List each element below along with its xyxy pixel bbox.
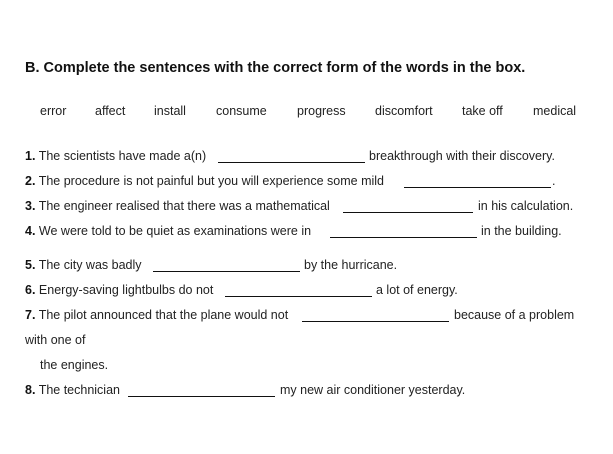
sentence-text-after: breakthrough with their discovery.: [369, 149, 555, 163]
word-box-item: progress: [297, 104, 346, 118]
sentence-text-before: The city was badly: [38, 258, 142, 272]
sentence-5: [25, 258, 605, 274]
sentence-number: 2.: [25, 174, 36, 188]
sentence-text-before: The engineer realised that there was a mathematical: [38, 199, 330, 213]
answer-blank-6[interactable]: [225, 296, 372, 297]
sentence-text-before: The technician: [38, 383, 120, 397]
word-box: [0, 104, 613, 120]
sentence-text-after: in his calculation.: [478, 199, 574, 213]
sentence-text-before: Energy-saving lightbulbs do not: [38, 283, 214, 297]
word-box-item: install: [154, 104, 186, 118]
sentence-text-before: The procedure is not painful but you will experience some mild: [38, 174, 385, 188]
sentence-number: 6.: [25, 283, 36, 297]
sentence-text-after: by the hurricane.: [304, 258, 398, 272]
sentence-number: 1.: [25, 149, 36, 163]
sentence-3: [25, 199, 605, 215]
sentence-number: 4.: [25, 224, 36, 238]
sentence-7: [25, 308, 605, 324]
sentence-text-before: The pilot announced that the plane would not: [38, 308, 289, 322]
sentence-text-before: The scientists have made a(n): [38, 149, 207, 163]
answer-blank-7[interactable]: [302, 321, 449, 322]
sentence-text-before: We were told to be quiet as examinations were in: [38, 224, 312, 238]
sentence-6: [25, 283, 605, 299]
answer-blank-3[interactable]: [343, 212, 473, 213]
word-box-item: affect: [95, 104, 126, 118]
sentence-4: [25, 224, 605, 240]
sentence-number: 5.: [25, 258, 36, 272]
word-box-item: error: [40, 104, 67, 118]
answer-blank-4[interactable]: [330, 237, 477, 238]
sentence-text-after: because of a problem: [454, 308, 575, 322]
sentence-number: 8.: [25, 383, 36, 397]
sentence-text-after: a lot of energy.: [376, 283, 458, 297]
sentence-number: 7.: [25, 308, 36, 322]
exercise-heading: B. Complete the sentences with the correct form of the words in the box.: [25, 60, 526, 76]
word-box-item: medical: [533, 104, 577, 118]
answer-blank-1[interactable]: [218, 162, 365, 163]
word-box-item: take off: [462, 104, 503, 118]
sentence-text-after: .: [552, 174, 556, 188]
answer-blank-2[interactable]: [404, 187, 551, 188]
sentence-8: [25, 383, 605, 399]
sentence-7-continuation: the engines.: [40, 358, 109, 372]
answer-blank-5[interactable]: [153, 271, 300, 272]
answer-blank-8[interactable]: [128, 396, 275, 397]
sentence-text-after: in the building.: [481, 224, 562, 238]
sentence-number: 3.: [25, 199, 36, 213]
word-box-item: discomfort: [375, 104, 433, 118]
sentence-7-continuation: with one of: [25, 333, 86, 347]
sentence-2: [25, 174, 605, 190]
word-box-item: consume: [216, 104, 267, 118]
sentence-text-after: my new air conditioner yesterday.: [280, 383, 466, 397]
sentence-1: [25, 149, 605, 165]
